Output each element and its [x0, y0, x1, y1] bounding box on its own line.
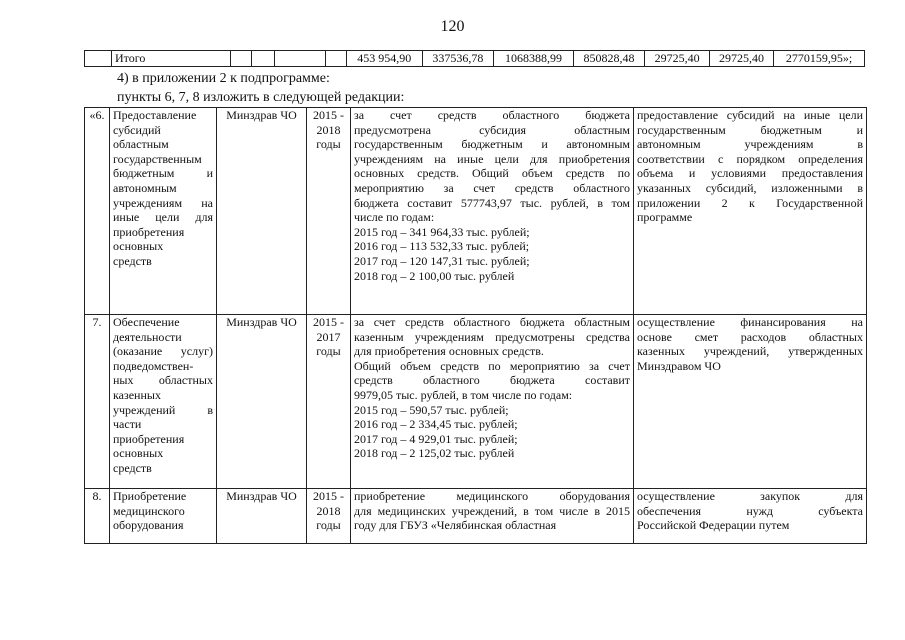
measure-name-line: областным	[113, 137, 169, 152]
page-number: 120	[440, 18, 465, 35]
measure-name-line: Обеспечение	[113, 315, 180, 329]
funding-line: 2018 год – 2 100,00 тыс. рублей	[354, 268, 515, 283]
total-label: Итого	[112, 51, 231, 67]
row-number: 7.	[85, 315, 110, 489]
funding-line: средств областного бюджета составит	[354, 373, 630, 388]
measure-name-line: бюджетным и	[113, 166, 213, 181]
total-table	[84, 50, 865, 67]
measure-name-line: оборудования	[113, 518, 184, 533]
total-value: 453 954,90	[347, 51, 423, 67]
measure-name-line: субсидий	[113, 122, 161, 137]
funding-cell	[351, 315, 634, 489]
measure-name-line: средств	[113, 253, 152, 268]
funding-line: государственным бюджетным и автономным	[354, 137, 630, 152]
total-empty-cell	[231, 51, 252, 67]
mechanism-line: государственным бюджетным и	[637, 122, 863, 137]
funding-line: 2018 год – 2 125,02 тыс. рублей	[354, 446, 515, 461]
measure-name-line: Приобретение	[113, 489, 187, 503]
total-value: 29725,40	[645, 51, 709, 67]
funding-line: казенным учреждениям предусмотрены средства	[354, 329, 630, 344]
funding-line: 2016 год – 113 532,33 тыс. рублей;	[354, 239, 530, 254]
measure-name-line: Предоставление	[113, 108, 197, 122]
funding-line: за счет средств областного бюджета областным	[354, 315, 630, 329]
total-empty-cell	[252, 51, 275, 67]
total-value: 337536,78	[422, 51, 494, 67]
mechanism-line: Минздравом ЧО	[637, 358, 721, 373]
measure-name-line: приобретения	[113, 224, 185, 239]
measure-row	[85, 108, 867, 315]
funding-line: году для ГБУЗ «Челябинская областная	[354, 518, 557, 533]
mechanism-line: казенных учреждений, утвержденных	[637, 344, 863, 359]
instruction-line: 4) в приложении 2 к подпрограмме:	[117, 71, 330, 86]
measure-name-line: ных областных	[113, 373, 213, 388]
row-number: 8.	[85, 489, 110, 544]
total-empty-cell	[275, 51, 326, 67]
mechanism-line: приложении 2 к Государственной	[637, 195, 863, 210]
measure-name-line: иные цели для	[113, 210, 213, 225]
funding-line: приобретение медицинского оборудования	[354, 489, 630, 503]
period-cell	[307, 315, 351, 489]
mechanism-line: осуществление финансирования на	[637, 315, 863, 329]
funding-line: 2015 год – 341 964,33 тыс. рублей;	[354, 224, 530, 239]
funding-line: Общий объем средств по мероприятию за счет	[354, 358, 630, 373]
total-value: 29725,40	[709, 51, 773, 67]
mechanism-line: обеспечения нужд субъекта	[637, 503, 863, 518]
period-line: 2015 -	[313, 315, 344, 329]
total-value: 1068388,99	[494, 51, 573, 67]
mechanism-cell	[634, 315, 867, 489]
measure-name-line: основных	[113, 239, 164, 254]
executor-cell: Минздрав ЧО	[217, 108, 307, 315]
executor-cell: Минздрав ЧО	[217, 489, 307, 544]
measure-name-line: средств	[113, 460, 152, 475]
period-line: 2017	[316, 329, 341, 344]
row-number: «6.	[85, 108, 110, 315]
funding-line: для приобретения основных средств.	[354, 344, 544, 359]
instruction-line: пункты 6, 7, 8 изложить в следующей редакции:	[117, 90, 405, 105]
period-cell	[307, 108, 351, 315]
mechanism-line: основе смет расходов областных	[637, 329, 863, 344]
funding-line: учреждениям на иные цели для приобретения	[354, 151, 630, 166]
period-line: годы	[316, 344, 341, 359]
total-empty-cell	[85, 51, 112, 67]
funding-line: за счет средств областного бюджета	[354, 108, 630, 122]
period-line: 2015 -	[313, 108, 344, 122]
measure-name-line: учреждениям на	[113, 195, 213, 210]
funding-line: для медицинских учреждений, в том числе в 2015	[354, 503, 630, 518]
measure-name-line: (оказание услуг)	[113, 344, 213, 359]
measure-name-cell	[110, 108, 217, 315]
funding-line: мероприятию за счет средств областного	[354, 180, 630, 195]
funding-line: числе по годам:	[354, 210, 435, 225]
funding-line: 9979,05 тыс. рублей, в том числе по годам:	[354, 387, 573, 402]
mechanism-line: автономным учреждениям в	[637, 137, 863, 152]
period-cell	[307, 489, 351, 544]
funding-line: 2017 год – 120 147,31 тыс. рублей;	[354, 253, 530, 268]
mechanism-line: предоставление субсидий на иные цели	[637, 108, 863, 122]
mechanism-line: осуществление закупок для	[637, 489, 863, 503]
mechanism-cell	[634, 489, 867, 544]
funding-line: предусмотрена субсидия областным	[354, 122, 630, 137]
measure-name-line: деятельности	[113, 329, 182, 344]
measure-row	[85, 315, 867, 489]
measure-name-cell	[110, 315, 217, 489]
funding-line: 2015 год – 590,57 тыс. рублей;	[354, 402, 509, 417]
funding-cell	[351, 489, 634, 544]
period-line: 2018	[316, 122, 341, 137]
measure-name-line: приобретения	[113, 431, 185, 446]
mechanism-line: указанных субсидий, изложенными в	[637, 180, 863, 195]
measure-name-cell	[110, 489, 217, 544]
measure-name-line: части	[113, 417, 142, 432]
measure-name-line: подведомствен-	[113, 358, 194, 373]
total-value: 2770159,95»;	[774, 51, 865, 67]
measure-name-line: казенных	[113, 387, 161, 402]
measure-row	[85, 489, 867, 544]
period-line: годы	[316, 518, 341, 533]
funding-cell	[351, 108, 634, 315]
measure-name-line: медицинского	[113, 503, 185, 518]
measure-name-line: основных	[113, 446, 164, 461]
executor-cell: Минздрав ЧО	[217, 315, 307, 489]
funding-line: 2016 год – 2 334,45 тыс. рублей;	[354, 417, 518, 432]
measure-name-line: автономным	[113, 180, 177, 195]
measure-name-line: учреждений в	[113, 402, 213, 417]
mechanism-line: объема и условиями предоставления	[637, 166, 863, 181]
period-line: 2018	[316, 503, 341, 518]
total-row	[85, 51, 865, 67]
funding-line: основных средств. Общий объем средств по	[354, 166, 630, 181]
funding-line: 2017 год – 4 929,01 тыс. рублей;	[354, 431, 518, 446]
mechanism-cell	[634, 108, 867, 315]
measure-name-line: государственным	[113, 151, 202, 166]
total-empty-cell	[326, 51, 347, 67]
period-line: 2015 -	[313, 489, 344, 503]
measures-table	[84, 107, 867, 544]
funding-line: бюджета составит 577743,97 тыс. рублей, в том	[354, 195, 630, 210]
period-line: годы	[316, 137, 341, 152]
mechanism-line: соответствии с порядком определения	[637, 151, 863, 166]
mechanism-line: Российской Федерации путем	[637, 518, 790, 533]
mechanism-line: программе	[637, 210, 693, 225]
total-value: 850828,48	[573, 51, 645, 67]
